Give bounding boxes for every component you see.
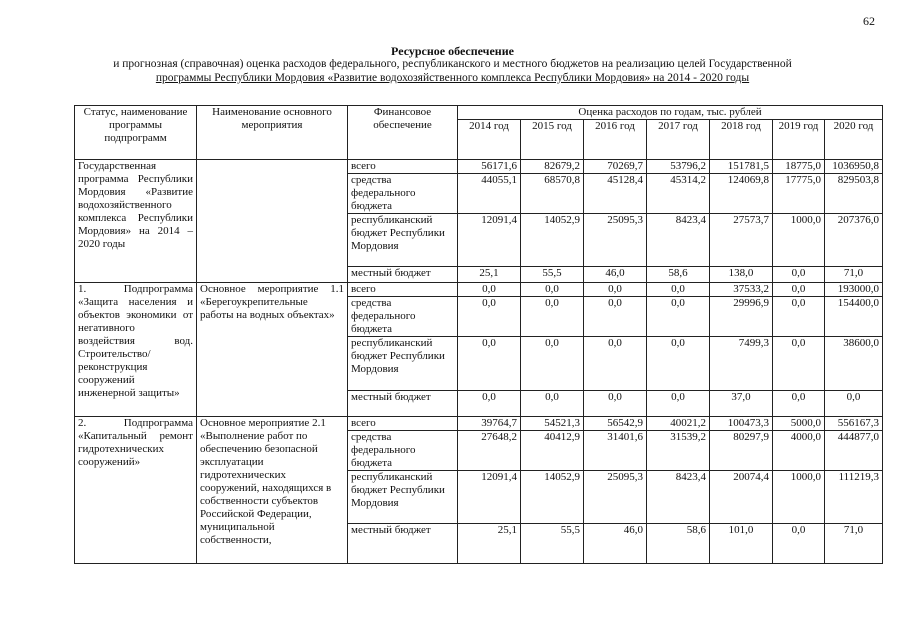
- finance-type-cell: республиканский бюджет Республики Мордовия: [348, 214, 458, 267]
- value-cell: 56542,9: [584, 417, 647, 431]
- value-cell: 0,0: [458, 283, 521, 297]
- finance-type-cell: местный бюджет: [348, 267, 458, 283]
- value-cell: 0,0: [584, 391, 647, 417]
- value-cell: 80297,9: [710, 431, 773, 471]
- finance-type-cell: местный бюджет: [348, 524, 458, 564]
- value-cell: 0,0: [825, 391, 883, 417]
- value-cell: 1036950,8: [825, 160, 883, 174]
- value-cell: 68570,8: [521, 174, 584, 214]
- value-cell: 5000,0: [773, 417, 825, 431]
- value-cell: 1000,0: [773, 214, 825, 267]
- value-cell: 0,0: [773, 297, 825, 337]
- document-subtitle-line-2: [0, 72, 905, 84]
- value-cell: 31539,2: [647, 431, 710, 471]
- value-cell: 138,0: [710, 267, 773, 283]
- value-cell: 25,1: [458, 267, 521, 283]
- finance-type-cell: всего: [348, 283, 458, 297]
- value-cell: 17775,0: [773, 174, 825, 214]
- value-cell: 556167,3: [825, 417, 883, 431]
- value-cell: 82679,2: [521, 160, 584, 174]
- finance-type-cell: всего: [348, 160, 458, 174]
- table-row: [75, 417, 883, 431]
- value-cell: 0,0: [647, 337, 710, 391]
- value-cell: 46,0: [584, 267, 647, 283]
- value-cell: 56171,6: [458, 160, 521, 174]
- value-cell: 58,6: [647, 267, 710, 283]
- value-cell: 0,0: [773, 283, 825, 297]
- value-cell: 20074,4: [710, 471, 773, 524]
- value-cell: 12091,4: [458, 471, 521, 524]
- value-cell: 0,0: [584, 283, 647, 297]
- header-year-2020: 2020 год: [825, 120, 883, 160]
- value-cell: 55,5: [521, 524, 584, 564]
- value-cell: 0,0: [647, 283, 710, 297]
- header-year-2017: 2017 год: [647, 120, 710, 160]
- finance-type-cell: средства федерального бюджета: [348, 174, 458, 214]
- value-cell: 25,1: [458, 524, 521, 564]
- value-cell: 37,0: [710, 391, 773, 417]
- value-cell: 151781,5: [710, 160, 773, 174]
- value-cell: 54521,3: [521, 417, 584, 431]
- value-cell: 45314,2: [647, 174, 710, 214]
- header-year-2018: 2018 год: [710, 120, 773, 160]
- value-cell: 0,0: [521, 297, 584, 337]
- page-number: 62: [863, 14, 875, 28]
- value-cell: 40412,9: [521, 431, 584, 471]
- value-cell: 154400,0: [825, 297, 883, 337]
- value-cell: 0,0: [773, 391, 825, 417]
- value-cell: 46,0: [584, 524, 647, 564]
- value-cell: 0,0: [773, 337, 825, 391]
- value-cell: 0,0: [773, 267, 825, 283]
- finance-type-cell: средства федерального бюджета: [348, 297, 458, 337]
- subprogram-2-event-cell: Основное мероприятие 2.1 «Выполнение работ по обеспечению безопасной эксплуатации гидротехнических сооружений, находящихся в собственности субъектов Российской Федерации, муниципальной собственности,: [197, 417, 348, 564]
- value-cell: 0,0: [521, 283, 584, 297]
- finance-type-cell: республиканский бюджет Республики Мордовия: [348, 337, 458, 391]
- header-year-2014: 2014 год: [458, 120, 521, 160]
- value-cell: 100473,3: [710, 417, 773, 431]
- value-cell: 29996,9: [710, 297, 773, 337]
- value-cell: 25095,3: [584, 214, 647, 267]
- value-cell: 0,0: [773, 524, 825, 564]
- value-cell: 0,0: [458, 391, 521, 417]
- value-cell: 71,0: [825, 524, 883, 564]
- subtitle-underlined-text: программы Республики Мордовия «Развитие водохозяйственного комплекса Республики Мордовия» на 2014 - 2020 годы: [155, 72, 750, 84]
- header-finance: Финансовое обеспечение: [348, 106, 458, 160]
- value-cell: 25095,3: [584, 471, 647, 524]
- value-cell: 58,6: [647, 524, 710, 564]
- value-cell: 71,0: [825, 267, 883, 283]
- program-status-cell: Государственная программа Республики Мордовия «Развитие водохозяйственного комплекса Республики Мордовия» на 2014 – 2020 годы: [75, 160, 197, 283]
- document-title: Ресурсное обеспечение: [391, 44, 514, 58]
- subprogram-1-status-cell: 1. Подпрограмма «Защита населения и объектов экономики от негативного воздействия вод. Строительство/реконструкция сооружений инженерной защиты»: [75, 283, 197, 417]
- value-cell: 829503,8: [825, 174, 883, 214]
- value-cell: 0,0: [521, 391, 584, 417]
- header-event: Наименование основного мероприятия: [197, 106, 348, 160]
- value-cell: 0,0: [458, 337, 521, 391]
- value-cell: 1000,0: [773, 471, 825, 524]
- header-estimate: Оценка расходов по годам, тыс. рублей: [458, 106, 883, 120]
- value-cell: 27648,2: [458, 431, 521, 471]
- value-cell: 0,0: [584, 297, 647, 337]
- finance-type-cell: местный бюджет: [348, 391, 458, 417]
- value-cell: 40021,2: [647, 417, 710, 431]
- value-cell: 39764,7: [458, 417, 521, 431]
- value-cell: 0,0: [584, 337, 647, 391]
- header-year-2015: 2015 год: [521, 120, 584, 160]
- program-event-cell: [197, 160, 348, 283]
- header-year-2016: 2016 год: [584, 120, 647, 160]
- value-cell: 124069,8: [710, 174, 773, 214]
- table-row: [75, 283, 883, 297]
- finance-type-cell: всего: [348, 417, 458, 431]
- table-row: [75, 160, 883, 174]
- value-cell: 207376,0: [825, 214, 883, 267]
- value-cell: 14052,9: [521, 471, 584, 524]
- value-cell: 0,0: [521, 337, 584, 391]
- subprogram-2-status-cell: 2. Подпрограмма «Капитальный ремонт гидротехнических сооружений»: [75, 417, 197, 564]
- value-cell: 18775,0: [773, 160, 825, 174]
- value-cell: 45128,4: [584, 174, 647, 214]
- value-cell: 7499,3: [710, 337, 773, 391]
- value-cell: 70269,7: [584, 160, 647, 174]
- value-cell: 14052,9: [521, 214, 584, 267]
- value-cell: 12091,4: [458, 214, 521, 267]
- value-cell: 0,0: [458, 297, 521, 337]
- value-cell: 38600,0: [825, 337, 883, 391]
- document-subtitle-line-1: и прогнозная (справочная) оценка расходов федерального, республиканского и местного бюджетов на реализацию целей Государственной: [113, 58, 792, 70]
- value-cell: 27573,7: [710, 214, 773, 267]
- value-cell: 0,0: [647, 391, 710, 417]
- value-cell: 8423,4: [647, 214, 710, 267]
- finance-type-cell: республиканский бюджет Республики Мордовия: [348, 471, 458, 524]
- header-status: Статус, наименование программы подпрограмм: [75, 106, 197, 160]
- value-cell: 8423,4: [647, 471, 710, 524]
- value-cell: 444877,0: [825, 431, 883, 471]
- value-cell: 4000,0: [773, 431, 825, 471]
- header-year-2019: 2019 год: [773, 120, 825, 160]
- value-cell: 53796,2: [647, 160, 710, 174]
- value-cell: 31401,6: [584, 431, 647, 471]
- value-cell: 55,5: [521, 267, 584, 283]
- value-cell: 111219,3: [825, 471, 883, 524]
- value-cell: 193000,0: [825, 283, 883, 297]
- value-cell: 44055,1: [458, 174, 521, 214]
- value-cell: 0,0: [647, 297, 710, 337]
- resource-table: [74, 105, 883, 564]
- value-cell: 101,0: [710, 524, 773, 564]
- value-cell: 37533,2: [710, 283, 773, 297]
- subprogram-1-event-cell: Основное мероприятие 1.1 «Берегоукрепительные работы на водных объектах»: [197, 283, 348, 417]
- finance-type-cell: средства федерального бюджета: [348, 431, 458, 471]
